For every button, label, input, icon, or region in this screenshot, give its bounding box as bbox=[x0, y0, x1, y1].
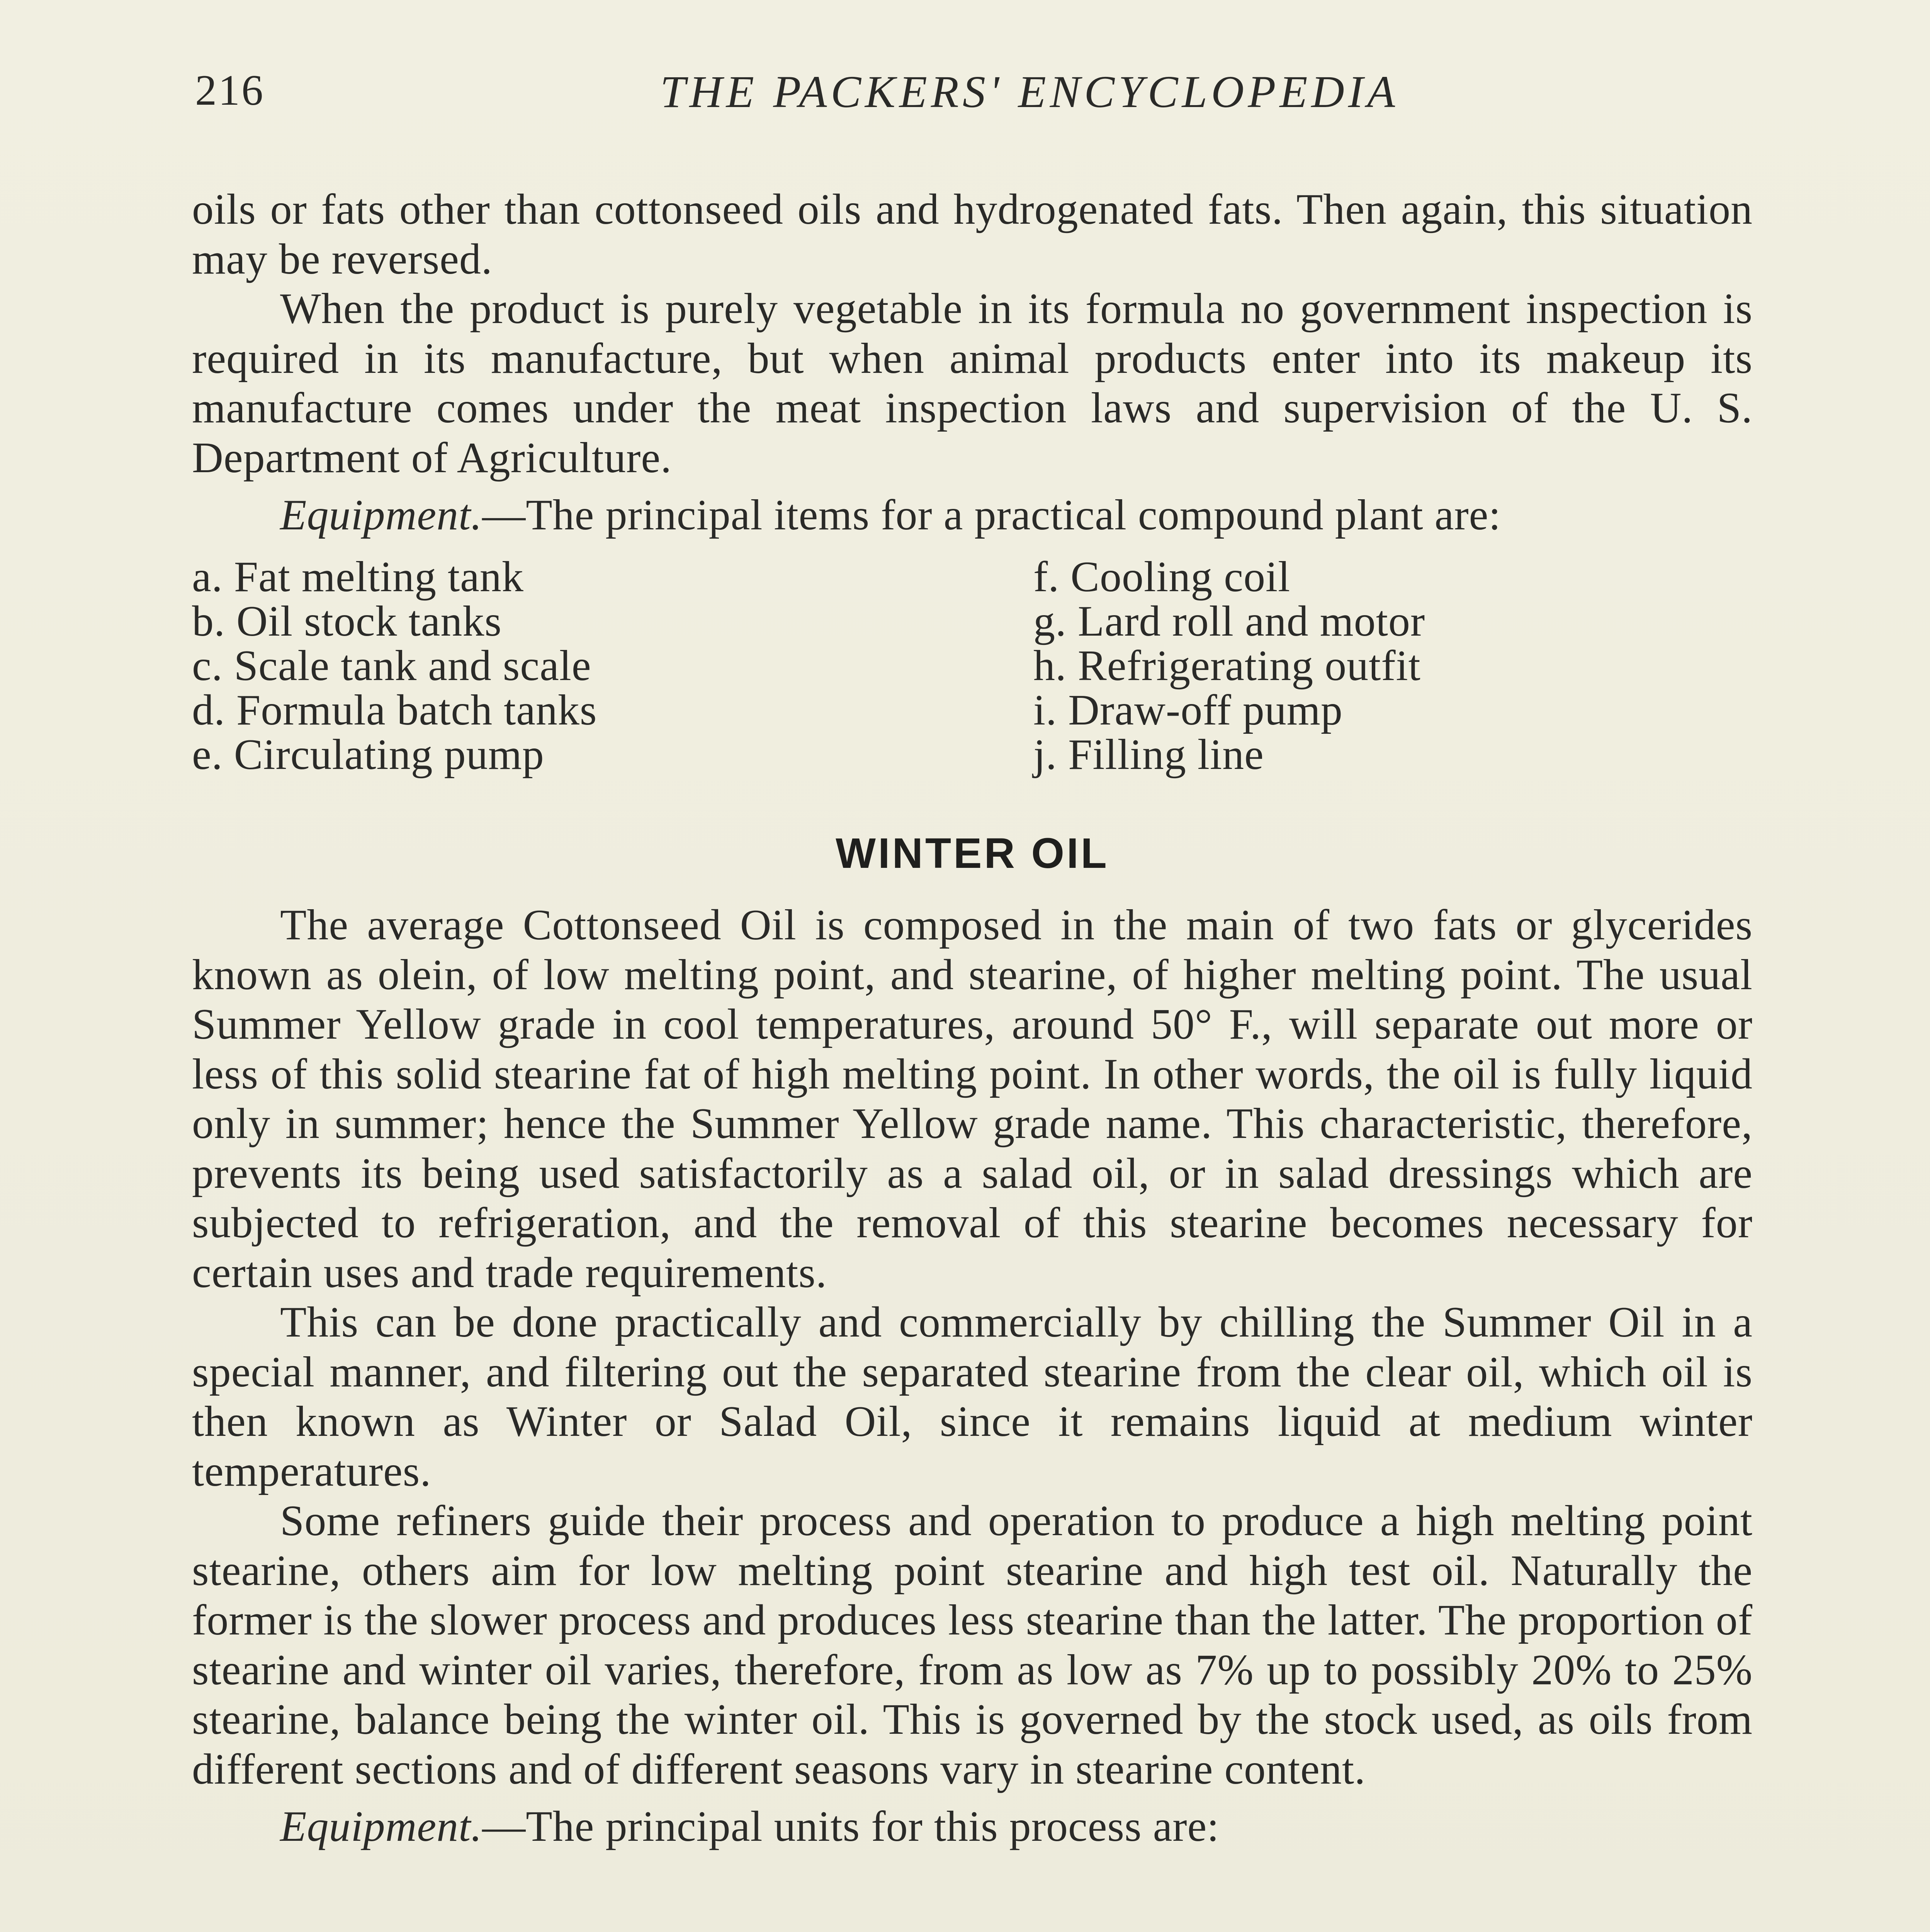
list-item: i. Draw-off pump bbox=[1033, 686, 1343, 734]
compound-equipment-list bbox=[192, 555, 1776, 779]
list-item: b. Oil stock tanks bbox=[192, 597, 502, 645]
running-title: THE PACKERS' ENCYCLOPEDIA bbox=[660, 66, 1399, 117]
intro-section bbox=[192, 185, 1753, 540]
list-item: a. Fat melting tank bbox=[192, 553, 524, 601]
section-heading-winter-oil: WINTER OIL bbox=[836, 830, 1109, 877]
list-item: h. Refrigerating outfit bbox=[1033, 642, 1421, 690]
page-header bbox=[195, 66, 1748, 120]
winter-oil-paragraph-1: The average Cottonseed Oil is composed in the main of two fats or glycerides known as olein, of low melting point, and stearine, of higher melting point. The usual Summer Yellow grade in cool temperatures, around 50° F., will separate out more or less of this solid stearine fat of high melting point. In other words, the oil is fully liquid only in summer; hence the Summer Yellow grade name. This characteristic, therefore, prevents its being used satisfactorily as a salad oil, or in salad dressings which are subjected to refrigeration, and the removal of this stearine becomes necessary for certain uses and trade requirements. bbox=[192, 901, 1753, 1297]
equipment-label: Equipment. bbox=[280, 491, 482, 539]
list-item: e. Circulating pump bbox=[192, 731, 544, 779]
list-item: j. Filling line bbox=[1033, 731, 1264, 779]
compound-equipment-left-column bbox=[192, 555, 597, 777]
winter-oil-paragraph-2: This can be done practically and commercially by chilling the Summer Oil in a special manner, and filtering out the separated stearine from the clear oil, which oil is then known as Winter or Salad Oil, since it remains liquid at medium winter temperatures. bbox=[192, 1298, 1753, 1495]
compound-equipment-right-column bbox=[1033, 555, 1425, 777]
equipment-intro-text: —The principal items for a practical compound plant are: bbox=[482, 491, 1501, 539]
list-item: f. Cooling coil bbox=[1033, 553, 1291, 601]
winter-oil-paragraph-3: Some refiners guide their process and operation to produce a high melting point stearine, others aim for low melting point stearine and high test oil. Naturally the former is the slower process and produces less stearine than the latter. The proportion of stearine and winter oil varies, therefore, from as low as 7% up to possibly 20% to 25% stearine, balance being the winter oil. This is governed by the stock used, as oils from different sections and of different seasons vary in stearine content. bbox=[192, 1497, 1753, 1793]
equipment-intro-text: —The principal units for this process are: bbox=[482, 1803, 1220, 1850]
equipment-label: Equipment. bbox=[280, 1803, 482, 1850]
winter-equipment-intro bbox=[192, 1802, 1753, 1852]
winter-oil-section bbox=[192, 900, 1753, 1852]
intro-paragraph-2: When the product is purely vegetable in its formula no government inspection is required in its manufacture, but when animal products enter into its makeup its manufacture comes under the meat inspection laws and supervision of the U. S. Department of Agriculture. bbox=[192, 285, 1753, 482]
list-item: d. Formula batch tanks bbox=[192, 686, 597, 734]
intro-paragraph-1: oils or fats other than cottonseed oils and hydrogenated fats. Then again, this situation may be reversed. bbox=[192, 185, 1753, 283]
list-item: g. Lard roll and motor bbox=[1033, 597, 1425, 645]
page-number: 216 bbox=[195, 66, 265, 114]
compound-equipment-intro bbox=[192, 490, 1753, 540]
list-item: c. Scale tank and scale bbox=[192, 642, 591, 690]
